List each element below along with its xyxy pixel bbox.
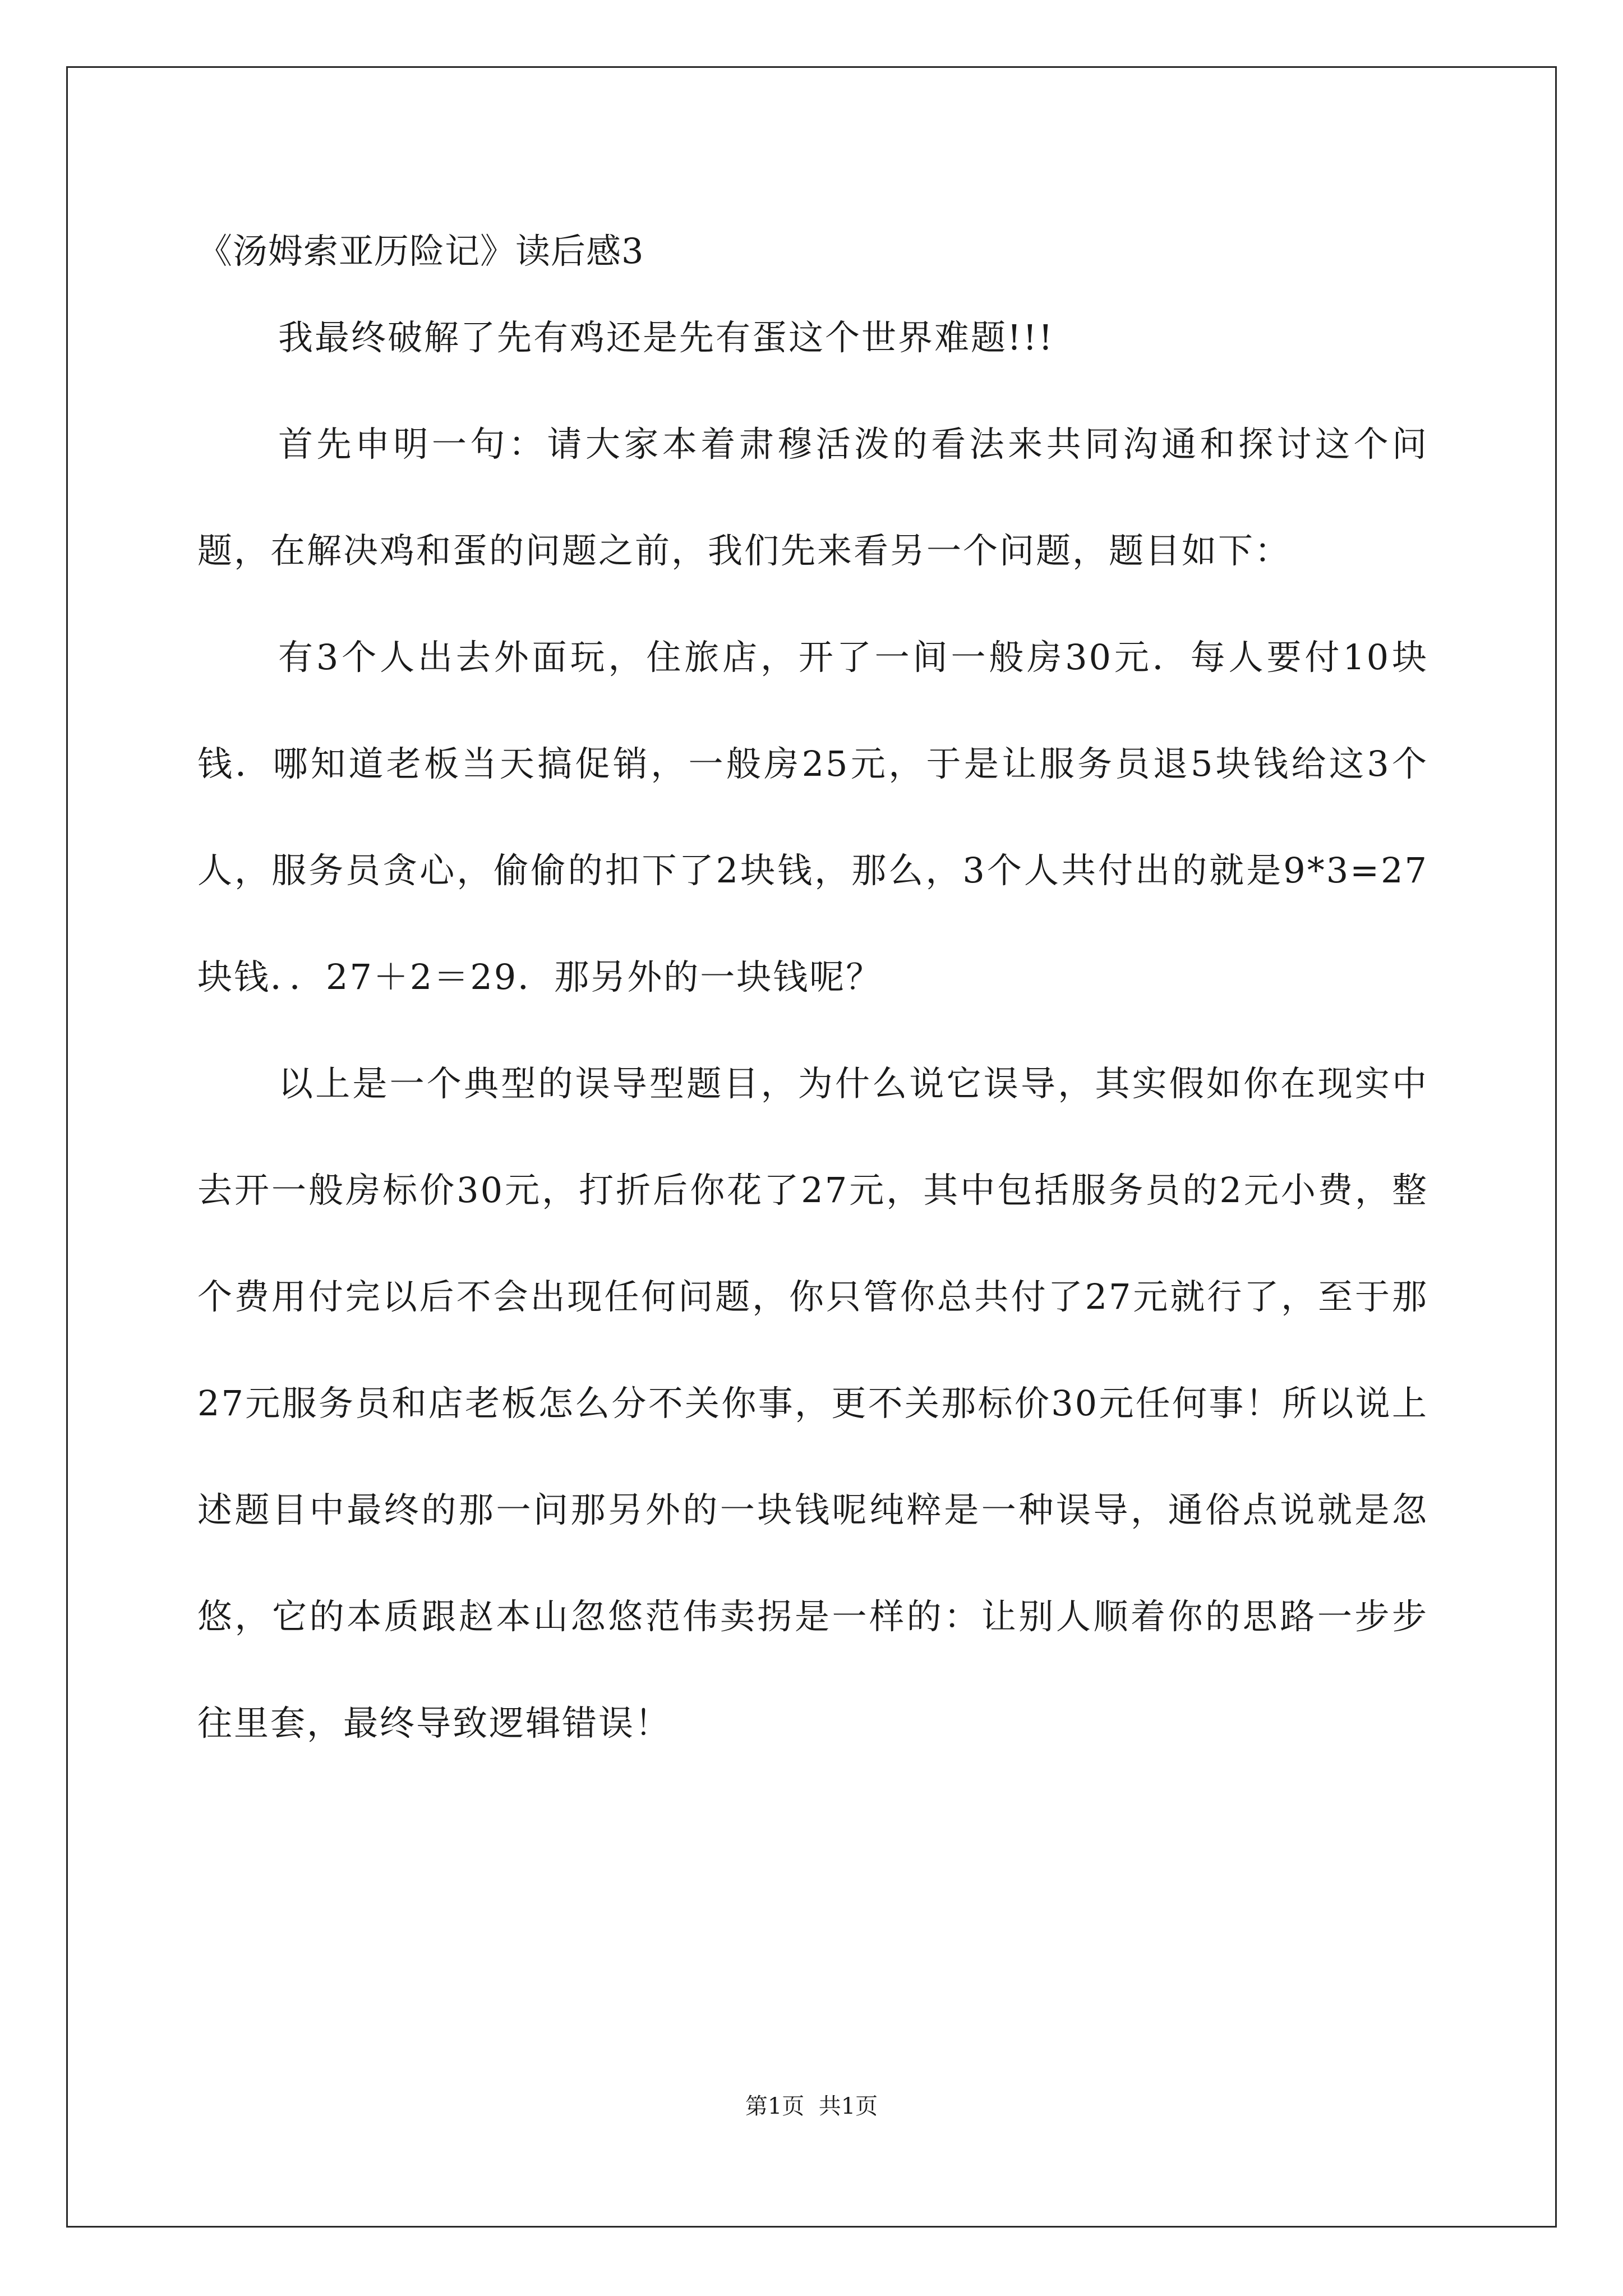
page-footer: 第1页 共1页	[745, 2093, 878, 2119]
paragraph-1: 我最终破解了先有鸡还是先有蛋这个世界难题!!!	[278, 317, 1054, 358]
paragraph-4: 以上是一个典型的误导型题目，为什么说它误导，其实假如你在现实中去开一般房标价30元，打折后你花了27元，其中包括服务员的2元小费，整个费用付完以后不会出现任何问题，你只管你总共付了27元就行了，至于那27元服务员和店老板怎么分不关你事，更不关那标价30元任何事！所以说上述题目中最终的那一问那另外的一块钱呢纯粹是一种误导，通俗点说就是忽悠，它的本质跟赵本山忽悠范伟卖拐是一样的：让别人顺着你的思路一步步往里套，最终导致逻辑错误！	[197, 1063, 1428, 1743]
paragraph-2: 首先申明一句：请大家本着肃穆活泼的看法来共同沟通和探讨这个问题，在解决鸡和蛋的问题之前，我们先来看另一个问题，题目如下：	[197, 424, 1428, 571]
paragraph-3: 有3个人出去外面玩，住旅店，开了一间一般房30元．每人要付10块钱．哪知道老板当天搞促销，一般房25元，于是让服务员退5块钱给这3个人，服务员贪心，偷偷的扣下了2块钱，那么，3个人共付出的就是9*3=27块钱．．27＋2＝29．那另外的一块钱呢？	[197, 637, 1428, 997]
document-title: 《汤姆索亚历险记》读后感3	[197, 231, 644, 272]
document-body	[197, 223, 1428, 1802]
